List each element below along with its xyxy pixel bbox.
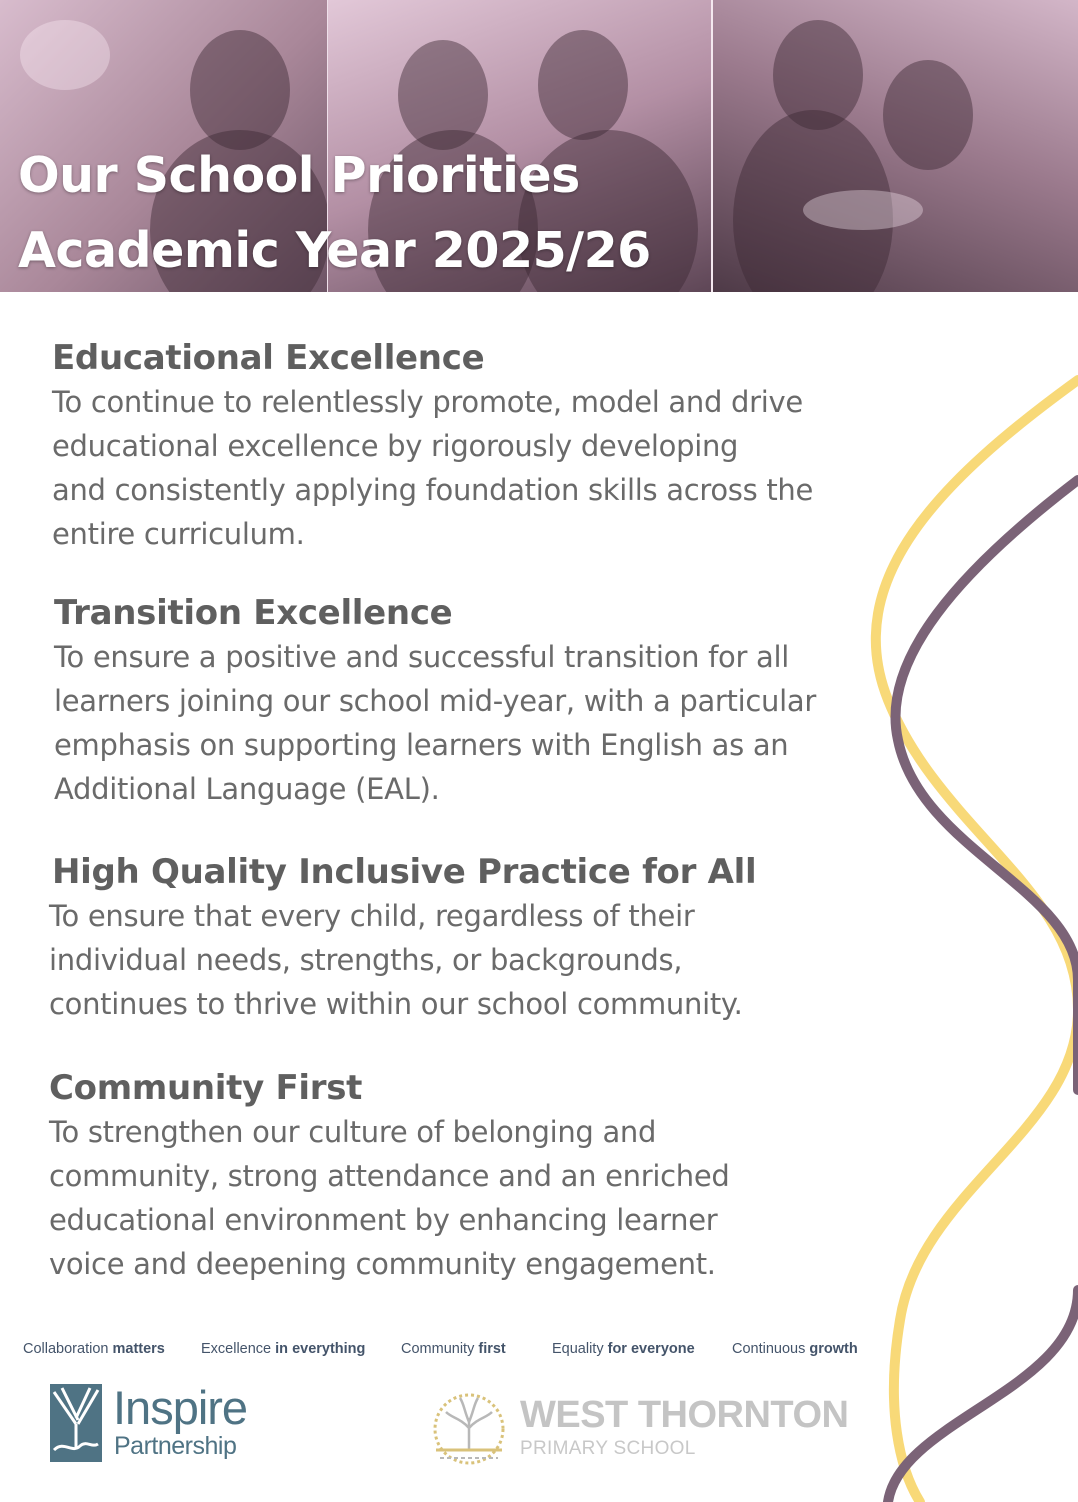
school-tree-emblem-icon <box>430 1388 508 1470</box>
title-line-2: Academic Year 2025/26 <box>18 222 651 279</box>
header-banner <box>0 0 1078 292</box>
value-excellence: Excellence in everything <box>201 1341 366 1357</box>
priority-inclusive-practice <box>49 850 882 1026</box>
section-text-line: voice and deepening community engagement. <box>49 1247 716 1281</box>
section-text-line: community, strong attendance and an enriched <box>49 1159 730 1193</box>
school-logo-sub: PRIMARY SCHOOL <box>520 1438 696 1459</box>
value-continuous: Continuous growth <box>732 1341 858 1357</box>
school-logo-name: WEST THORNTON <box>520 1394 849 1436</box>
title-line-1: Our School Priorities <box>18 147 580 204</box>
section-text-line: learners joining our school mid-year, with a particular <box>54 684 816 718</box>
section-text-line: individual needs, strengths, or backgrounds, <box>49 943 683 977</box>
section-heading: Community First <box>49 1068 363 1108</box>
section-text-line: Additional Language (EAL). <box>54 772 440 806</box>
section-text-line: To ensure that every child, regardless of their <box>49 899 695 933</box>
values-strip <box>0 1341 880 1361</box>
section-text-line: educational environment by enhancing learner <box>49 1203 718 1237</box>
section-text-line: To strengthen our culture of belonging and <box>49 1115 657 1149</box>
priority-educational-excellence <box>52 336 882 556</box>
section-text-line: entire curriculum. <box>52 517 305 551</box>
section-text-line: and consistently applying foundation skills across the <box>52 473 814 507</box>
inspire-tree-icon <box>50 1384 102 1462</box>
value-equality: Equality for everyone <box>552 1341 695 1357</box>
section-text-line: emphasis on supporting learners with English as an <box>54 728 789 762</box>
value-collaboration: Collaboration matters <box>23 1341 165 1357</box>
photo-children-playing <box>711 0 1078 292</box>
decorative-waves <box>860 330 1078 1502</box>
value-community: Community first <box>401 1341 506 1357</box>
section-text-line: continues to thrive within our school community. <box>49 987 743 1021</box>
section-heading: Educational Excellence <box>52 338 485 378</box>
priority-community-first <box>49 1066 879 1286</box>
section-text-line: To continue to relentlessly promote, model and drive <box>52 385 803 419</box>
section-text-line: educational excellence by rigorously developing <box>52 429 739 463</box>
purple-wave <box>888 480 1078 1502</box>
section-text-line: To ensure a positive and successful transition for all <box>54 640 789 674</box>
west-thornton-logo <box>430 1388 850 1472</box>
section-heading: High Quality Inclusive Practice for All <box>52 852 757 892</box>
inspire-logo-sub: Partnership <box>114 1432 237 1460</box>
inspire-logo-name: Inspire <box>113 1381 248 1434</box>
page-title <box>18 138 651 288</box>
inspire-partnership-logo <box>50 1381 270 1466</box>
priority-transition-excellence <box>54 591 894 811</box>
section-heading: Transition Excellence <box>54 593 453 633</box>
